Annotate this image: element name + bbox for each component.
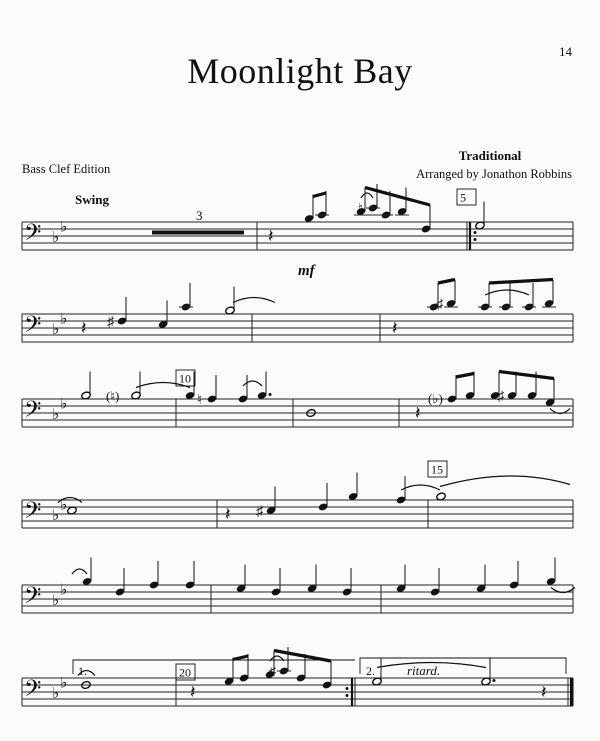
key-flat: ♭ bbox=[60, 219, 68, 236]
song-title: Moonlight Bay bbox=[187, 51, 413, 91]
ending-bracket bbox=[360, 658, 566, 674]
ritardando-marking: ritard. bbox=[407, 663, 441, 678]
accidental: ♯ bbox=[107, 315, 114, 330]
ending-number: 1. bbox=[78, 664, 87, 678]
repeat-dot bbox=[474, 238, 477, 241]
final-barline bbox=[570, 678, 574, 706]
key-flat: ♭ bbox=[52, 593, 60, 609]
bass-clef-icon: 𝄢 bbox=[24, 397, 42, 427]
tie bbox=[440, 476, 570, 487]
courtesy-accidental: (♮) bbox=[106, 388, 120, 404]
measure-number: 15 bbox=[431, 462, 443, 477]
bass-clef-icon: 𝄢 bbox=[24, 676, 42, 706]
bass-clef-icon: 𝄢 bbox=[24, 312, 42, 342]
quarter-rest: 𝄽 bbox=[415, 403, 421, 423]
accidental: ♯ bbox=[256, 504, 263, 520]
repeat-dot bbox=[346, 694, 349, 697]
dot bbox=[493, 679, 496, 682]
tie bbox=[361, 193, 373, 198]
accidental: ♮ bbox=[358, 202, 364, 217]
tie bbox=[72, 569, 87, 574]
edition-label: Bass Clef Edition bbox=[22, 162, 111, 176]
measure-number: 10 bbox=[179, 371, 191, 386]
courtesy-accidental: (♭) bbox=[428, 391, 443, 406]
bass-clef-icon: 𝄢 bbox=[24, 498, 42, 528]
accidental: ♯ bbox=[436, 297, 443, 313]
beam bbox=[438, 280, 455, 284]
key-flat: ♭ bbox=[60, 582, 68, 599]
key-flat: ♭ bbox=[52, 508, 60, 524]
key-flat: ♭ bbox=[52, 322, 60, 338]
key-flat: ♭ bbox=[52, 686, 60, 702]
key-flat: ♭ bbox=[60, 675, 68, 692]
quarter-rest: 𝄽 bbox=[268, 226, 274, 246]
tie bbox=[401, 485, 440, 490]
accidental: ♯ bbox=[269, 665, 276, 680]
accidental: ♮ bbox=[197, 393, 203, 408]
key-flat: ♭ bbox=[60, 311, 68, 328]
beam bbox=[313, 193, 326, 197]
bass-clef-icon: 𝄢 bbox=[24, 583, 42, 613]
repeat-dot bbox=[474, 231, 477, 234]
bass-clef-icon: 𝄢 bbox=[24, 220, 42, 250]
beam bbox=[499, 372, 554, 379]
page-number: 14 bbox=[559, 44, 572, 59]
key-flat: ♭ bbox=[52, 407, 60, 423]
dot bbox=[269, 393, 272, 396]
repeat-dot bbox=[346, 687, 349, 690]
tie bbox=[243, 381, 262, 386]
key-flat: ♭ bbox=[60, 396, 68, 413]
ending-bracket bbox=[73, 660, 355, 674]
quarter-rest: 𝄽 bbox=[392, 318, 398, 338]
beam bbox=[489, 280, 553, 284]
tempo-marking: Swing bbox=[75, 192, 109, 207]
beam bbox=[365, 188, 430, 206]
multi-rest-bar bbox=[152, 231, 244, 235]
accidental: ♯ bbox=[497, 389, 504, 405]
quarter-rest: 𝄽 bbox=[541, 682, 547, 702]
measure-number: 20 bbox=[179, 665, 191, 680]
beam bbox=[233, 656, 248, 660]
quarter-rest: 𝄽 bbox=[225, 504, 231, 524]
quarter-rest: 𝄽 bbox=[81, 318, 87, 338]
arranger-label: Arranged by Jonathon Robbins bbox=[416, 167, 572, 181]
tie bbox=[233, 298, 275, 303]
beam bbox=[456, 374, 474, 378]
triplet-number: 3 bbox=[196, 208, 203, 223]
measure-number: 5 bbox=[460, 190, 466, 205]
tie bbox=[485, 290, 529, 295]
dynamic-marking: mf bbox=[298, 263, 315, 279]
composer-label: Traditional bbox=[458, 148, 522, 163]
ending-number: 2. bbox=[366, 664, 375, 678]
key-flat: ♭ bbox=[52, 230, 60, 246]
quarter-rest: 𝄽 bbox=[190, 682, 196, 702]
key-flat: ♭ bbox=[60, 497, 68, 514]
